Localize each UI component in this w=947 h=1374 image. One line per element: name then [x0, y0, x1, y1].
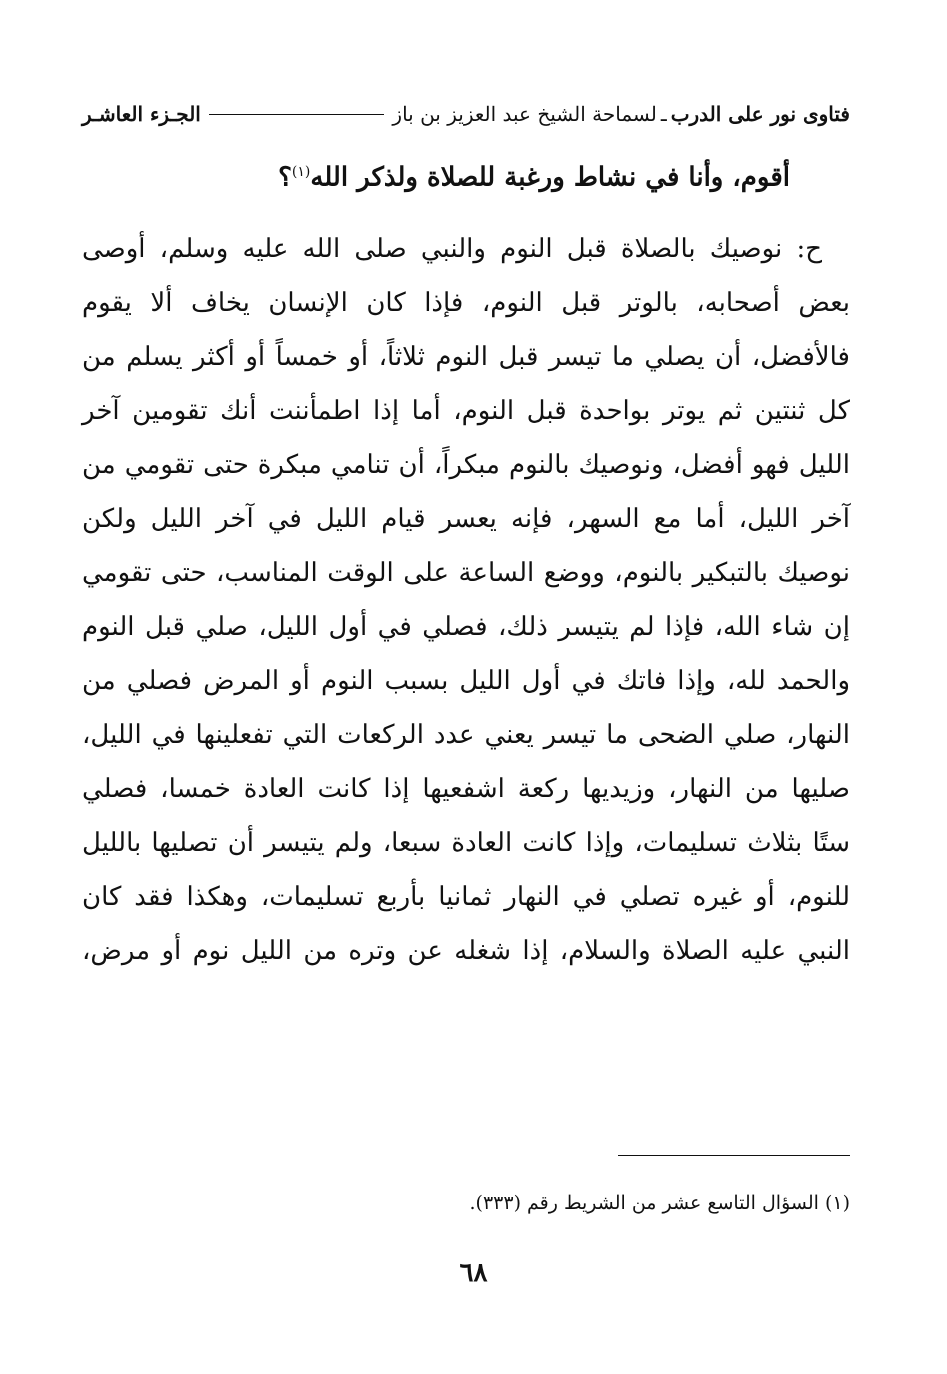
- volume-label: الجـزء العاشـر: [82, 102, 201, 126]
- author-name: لسماحة الشيخ عبد العزيز بن باز: [392, 102, 657, 126]
- question-body: أقوم، وأنا في نشاط ورغبة للصلاة ولذكر الله: [310, 162, 790, 193]
- body-line: النبي عليه الصلاة والسلام، إذا شغله عن وتره من الليل نوم أو مرض،: [82, 936, 850, 966]
- body-line: ح: نوصيك بالصلاة قبل النوم والنبي صلى الله عليه وسلم، أوصى: [82, 234, 822, 264]
- footnote-divider: [618, 1155, 850, 1156]
- body-line: آخر الليل، أما مع السهر، فإنه يعسر قيام الليل في آخر الليل ولكن: [82, 504, 850, 534]
- body-line: فالأفضل، أن يصلي ما تيسر قبل النوم ثلاثاً، أو خمساً أو أكثر يسلم من: [82, 342, 850, 372]
- footnote-reference: (١): [291, 164, 311, 180]
- body-line: للنوم، أو غيره تصلي في النهار ثمانيا بأربع تسليمات، وهكذا فقد كان: [82, 882, 850, 912]
- body-line: الليل فهو أفضل، ونوصيك بالنوم مبكراً، أن تنامي مبكرة حتى تقومي من: [82, 450, 850, 480]
- page-number: ٦٨: [459, 1258, 488, 1288]
- body-line: صليها من النهار، وزيديها ركعة اشفعيها إذا كانت العادة خمسا، فصلي: [82, 774, 850, 804]
- book-title: فتاوى نور على الدرب: [670, 102, 850, 126]
- header-separator: ـ: [660, 102, 667, 126]
- body-line: كل ثنتين ثم يوتر بواحدة قبل النوم، أما إذا اطمأننت أنك تقومين آخر: [82, 396, 850, 426]
- question-text: [82, 148, 850, 202]
- question-mark: ؟: [278, 162, 292, 193]
- body-line: النهار، صلي الضحى ما تيسر يعني عدد الركعات التي تفعلينها في الليل،: [82, 720, 850, 750]
- body-line: نوصيك بالتبكير بالنوم، ووضع الساعة على الوقت المناسب، حتى تقومي: [82, 558, 850, 588]
- header-rule: [209, 114, 385, 115]
- body-line: بعض أصحابه، بالوتر قبل النوم، فإذا كان الإنسان يخاف ألا يقوم: [82, 288, 850, 318]
- body-line: ستًا بثلاث تسليمات، وإذا كانت العادة سبعا، ولم يتيسر أن تصليها بالليل: [82, 828, 850, 858]
- body-line: إن شاء الله، فإذا لم يتيسر ذلك، فصلي في أول الليل، صلي قبل النوم: [82, 612, 850, 642]
- body-line: والحمد لله، وإذا فاتك في أول الليل بسبب النوم أو المرض فصلي من: [82, 666, 850, 696]
- footnote: (١) السؤال التاسع عشر من الشريط رقم (٣٣٣).: [469, 1192, 850, 1214]
- answer-text: [82, 222, 850, 978]
- running-header: [82, 98, 850, 130]
